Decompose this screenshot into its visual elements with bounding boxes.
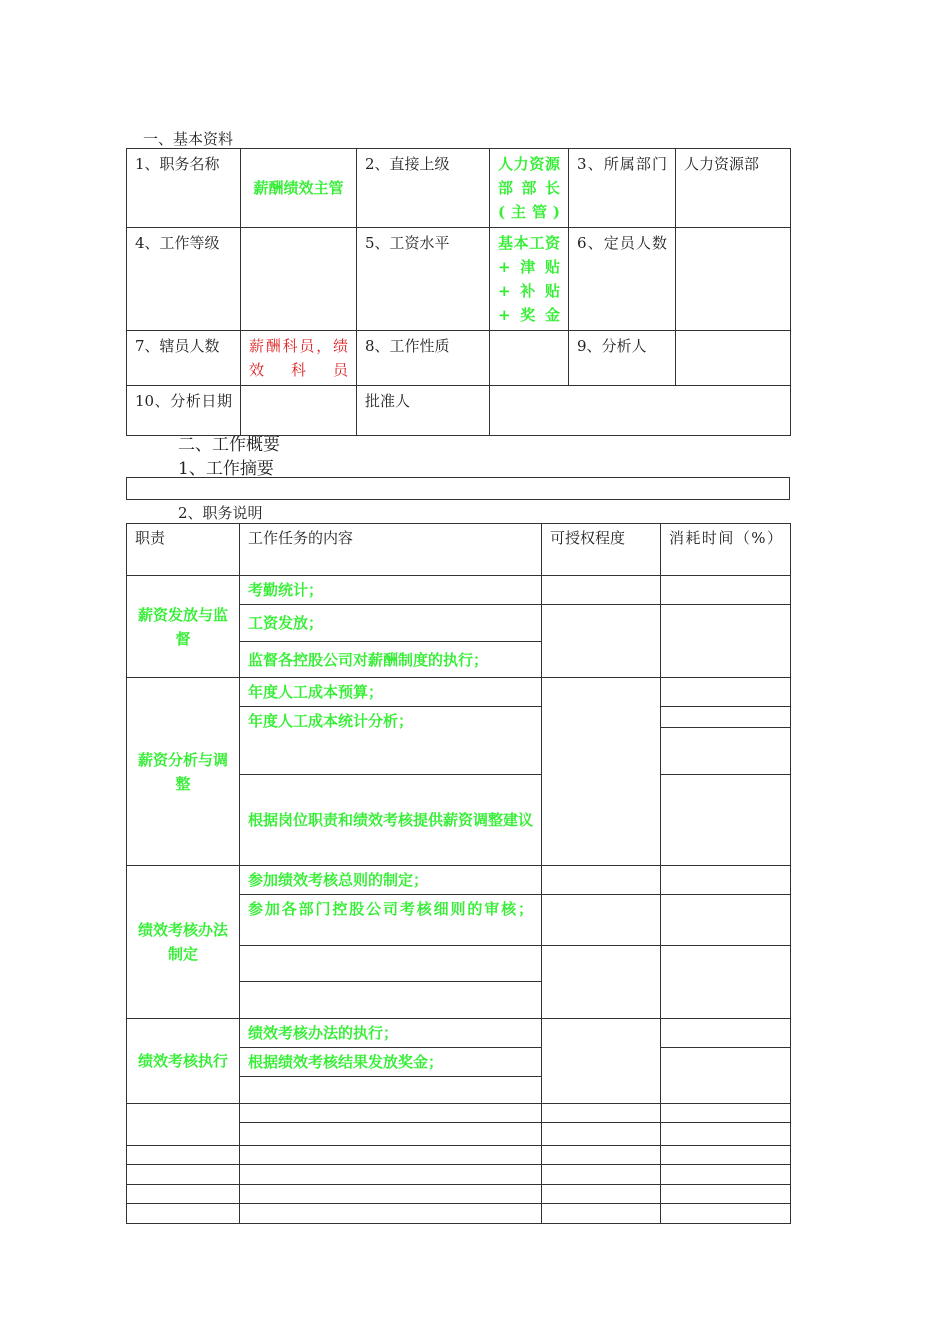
task-cell: 年度人工成本预算；: [240, 678, 542, 707]
time-cell: [661, 1165, 791, 1185]
time-cell: [661, 1204, 791, 1224]
subordinates-label: 7、辖员人数: [127, 331, 241, 386]
task-cell: [240, 1146, 542, 1165]
task-cell: [240, 1165, 542, 1185]
task-cell: [240, 1077, 542, 1104]
section-work-summary: 1、工作摘要: [178, 459, 274, 479]
duty-cell: [127, 1185, 240, 1204]
header-authority: 可授权程度: [542, 524, 661, 576]
analyst-label: 9、分析人: [569, 331, 676, 386]
task-cell: 工资发放；: [240, 605, 542, 642]
headcount-label: 6、定员人数: [569, 228, 676, 331]
job-title-value: 薪酬绩效主管: [241, 149, 357, 228]
authority-cell: [542, 1123, 661, 1146]
time-subcell: [661, 727, 790, 728]
section-work-overview: 二、工作概要: [178, 435, 280, 455]
task-cell: [240, 982, 542, 1019]
task-cell: 参加各部门控股公司考核细则的审核；: [240, 895, 542, 946]
subordinates-value: 薪酬科员，绩效科员: [241, 331, 357, 386]
time-cell: [661, 1185, 791, 1204]
duty-cell: 绩效考核办法制定: [127, 866, 240, 1019]
task-cell: 监督各控股公司对薪酬制度的执行；: [240, 642, 542, 678]
time-cell: [661, 678, 791, 707]
section-basic-info: 一、基本资料: [143, 130, 234, 148]
header-duty: 职责: [127, 524, 240, 576]
task-cell: 根据岗位职责和绩效考核提供薪资调整建议: [240, 775, 542, 866]
authority-cell: [542, 678, 661, 866]
job-title-label: 1、职务名称: [127, 149, 241, 228]
duty-cell: 薪资发放与监督: [127, 576, 240, 678]
nature-label: 8、工作性质: [357, 331, 490, 386]
authority-cell: [542, 1104, 661, 1123]
duty-cell: [127, 1165, 240, 1185]
dept-label: 3、所属部门: [569, 149, 676, 228]
superior-value: 人力资源部部长(主管): [490, 149, 569, 228]
grade-value: [241, 228, 357, 331]
time-cell: [661, 946, 791, 1019]
time-cell: [661, 576, 791, 605]
authority-cell: [542, 576, 661, 605]
duty-cell: 薪资分析与调整: [127, 678, 240, 866]
date-value: [241, 386, 357, 436]
task-cell: [240, 1185, 542, 1204]
time-cell: [661, 1123, 791, 1146]
approver-label: 批准人: [357, 386, 490, 436]
nature-value: [490, 331, 569, 386]
basic-info-table: [126, 148, 791, 436]
duty-cell: [127, 1104, 240, 1146]
duty-cell: [127, 1146, 240, 1165]
time-cell: [661, 895, 791, 946]
duty-cell: [127, 1204, 240, 1224]
time-cell: [661, 866, 791, 895]
authority-cell: [542, 1019, 661, 1104]
task-cell: 考勤统计；: [240, 576, 542, 605]
duty-table-header: [127, 524, 791, 576]
authority-cell: [542, 605, 661, 678]
superior-label: 2、直接上级: [357, 149, 490, 228]
authority-cell: [542, 895, 661, 946]
salary-label: 5、工资水平: [357, 228, 490, 331]
task-cell: [240, 1104, 542, 1123]
header-content: 工作任务的内容: [240, 524, 542, 576]
time-cell: [661, 605, 791, 678]
time-cell: [661, 1019, 791, 1048]
task-cell: [240, 946, 542, 982]
time-cell: [661, 1104, 791, 1123]
authority-cell: [542, 1185, 661, 1204]
time-cell: [661, 1048, 791, 1104]
duty-cell: 绩效考核执行: [127, 1019, 240, 1104]
approver-value: [490, 386, 791, 436]
dept-value: 人力资源部: [676, 149, 791, 228]
task-cell: [240, 1204, 542, 1224]
authority-cell: [542, 866, 661, 895]
headcount-value: [676, 228, 791, 331]
task-cell: 参加绩效考核总则的制定；: [240, 866, 542, 895]
analyst-value: [676, 331, 791, 386]
duty-table: [126, 523, 791, 1224]
section-duty-description: 2、职务说明: [178, 504, 263, 522]
salary-value: 基本工资+津贴+补贴+奖金: [490, 228, 569, 331]
date-label: 10、分析日期: [127, 386, 241, 436]
authority-cell: [542, 1165, 661, 1185]
header-time: 消耗时间（%）: [661, 524, 791, 576]
task-cell: 年度人工成本统计分析；: [240, 707, 542, 775]
authority-cell: [542, 1204, 661, 1224]
task-cell: 根据绩效考核结果发放奖金；: [240, 1048, 542, 1077]
grade-label: 4、工作等级: [127, 228, 241, 331]
authority-cell: [542, 1146, 661, 1165]
time-cell: [661, 707, 791, 775]
time-subcell: [661, 707, 790, 727]
time-subcells: [661, 707, 790, 728]
time-cell: [661, 1146, 791, 1165]
time-cell: [661, 775, 791, 866]
work-summary-text: [127, 478, 790, 500]
work-summary-box: [126, 477, 790, 500]
task-cell: 绩效考核办法的执行；: [240, 1019, 542, 1048]
task-cell: [240, 1123, 542, 1146]
authority-cell: [542, 946, 661, 1019]
